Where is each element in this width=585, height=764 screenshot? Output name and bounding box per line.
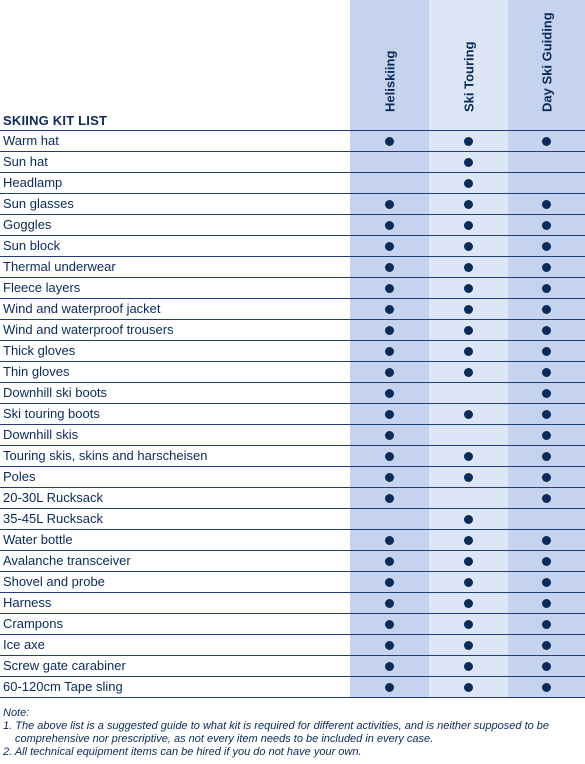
table-row <box>0 382 585 403</box>
kit-item-label: Thermal underwear <box>3 259 116 274</box>
table-cell <box>350 488 429 508</box>
kit-item-label: Screw gate carabiner <box>3 658 126 673</box>
bullet-dot-icon <box>464 284 473 293</box>
kit-item-label: Wind and waterproof jacket <box>3 301 161 316</box>
bullet-dot-icon <box>385 200 394 209</box>
bullet-dot-icon <box>464 179 473 188</box>
table-row <box>0 214 585 235</box>
table-cell <box>350 383 429 403</box>
kit-item-label: Warm hat <box>3 133 59 148</box>
table-cell <box>508 656 585 676</box>
bullet-dot-icon <box>464 683 473 692</box>
table-cell <box>429 551 508 571</box>
kit-item-label: 35-45L Rucksack <box>3 511 103 526</box>
bullet-dot-icon <box>464 662 473 671</box>
bullet-dot-icon <box>542 263 551 272</box>
table-cell <box>508 194 585 214</box>
table-cell <box>429 656 508 676</box>
bullet-dot-icon <box>464 536 473 545</box>
bullet-dot-icon <box>385 410 394 419</box>
kit-item-label: 60-120cm Tape sling <box>3 679 123 694</box>
bullet-dot-icon <box>464 263 473 272</box>
table-cell <box>350 446 429 466</box>
bullet-dot-icon <box>542 221 551 230</box>
bullet-dot-icon <box>464 557 473 566</box>
kit-item-label: Water bottle <box>3 532 73 547</box>
note-2: 2. All technical equipment items can be hired if you do not have your own. <box>3 746 362 758</box>
bullet-dot-icon <box>464 452 473 461</box>
bullet-dot-icon <box>542 473 551 482</box>
kit-item-label: Headlamp <box>3 175 63 190</box>
table-cell <box>429 341 508 361</box>
bullet-dot-icon <box>542 494 551 503</box>
table-cell <box>508 551 585 571</box>
kit-item-label: Sun hat <box>3 154 48 169</box>
table-cell <box>429 572 508 592</box>
table-row <box>0 571 585 592</box>
table-cell <box>508 509 585 529</box>
bullet-dot-icon <box>385 473 394 482</box>
table-cell <box>350 572 429 592</box>
bullet-dot-icon <box>464 305 473 314</box>
kit-item-label: Crampons <box>3 616 63 631</box>
kit-item-label: Goggles <box>3 217 52 232</box>
table-cell <box>350 173 429 193</box>
bullet-dot-icon <box>542 410 551 419</box>
bullet-dot-icon <box>542 347 551 356</box>
table-cell <box>508 425 585 445</box>
table-cell <box>508 278 585 298</box>
table-row <box>0 256 585 277</box>
bullet-dot-icon <box>385 137 394 146</box>
table-row <box>0 277 585 298</box>
bullet-dot-icon <box>464 158 473 167</box>
kit-item-label: Ski touring boots <box>3 406 100 421</box>
table-cell <box>508 236 585 256</box>
bullet-dot-icon <box>542 599 551 608</box>
table-cell <box>350 530 429 550</box>
bullet-dot-icon <box>542 284 551 293</box>
table-cell <box>350 656 429 676</box>
table-row <box>0 298 585 319</box>
bullet-dot-icon <box>542 137 551 146</box>
bullet-dot-icon <box>385 263 394 272</box>
bullet-dot-icon <box>542 431 551 440</box>
table-cell <box>350 152 429 172</box>
table-cell <box>508 635 585 655</box>
table-cell <box>429 362 508 382</box>
table-cell <box>508 215 585 235</box>
kit-item-label: Downhill ski boots <box>3 385 108 400</box>
bullet-dot-icon <box>385 452 394 461</box>
table-cell <box>508 614 585 634</box>
bullet-dot-icon <box>464 578 473 587</box>
table-cell <box>350 236 429 256</box>
table-cell <box>429 299 508 319</box>
bullet-dot-icon <box>464 515 473 524</box>
bullet-dot-icon <box>542 389 551 398</box>
bullet-dot-icon <box>385 326 394 335</box>
bullet-dot-icon <box>464 200 473 209</box>
table-cell <box>429 278 508 298</box>
table-row <box>0 151 585 172</box>
column-header-ski-touring <box>429 0 508 130</box>
table-row <box>0 508 585 529</box>
bullet-dot-icon <box>464 641 473 650</box>
table-cell <box>350 215 429 235</box>
bullet-dot-icon <box>385 431 394 440</box>
bullet-dot-icon <box>464 410 473 419</box>
table-cell <box>429 677 508 697</box>
table-row <box>0 424 585 445</box>
table-row <box>0 235 585 256</box>
table-row <box>0 403 585 424</box>
table-row <box>0 319 585 340</box>
bullet-dot-icon <box>542 683 551 692</box>
bullet-dot-icon <box>542 662 551 671</box>
table-row <box>0 466 585 487</box>
table-cell <box>429 257 508 277</box>
column-header-heliskiing <box>350 0 429 130</box>
kit-item-label: Sun glasses <box>3 196 74 211</box>
bullet-dot-icon <box>542 536 551 545</box>
kit-list-title: SKIING KIT LIST <box>3 113 108 128</box>
bullet-dot-icon <box>385 284 394 293</box>
kit-item-label: Avalanche transceiver <box>3 553 131 568</box>
table-cell <box>508 488 585 508</box>
bullet-dot-icon <box>385 242 394 251</box>
bullet-dot-icon <box>542 557 551 566</box>
bullet-dot-icon <box>542 368 551 377</box>
bullet-dot-icon <box>385 347 394 356</box>
kit-item-label: Thick gloves <box>3 343 76 358</box>
bullet-dot-icon <box>385 620 394 629</box>
table-cell <box>350 278 429 298</box>
table-cell <box>508 173 585 193</box>
kit-item-label: Wind and waterproof trousers <box>3 322 174 337</box>
table-cell <box>350 614 429 634</box>
bullet-dot-icon <box>385 305 394 314</box>
table-row <box>0 361 585 382</box>
bullet-dot-icon <box>385 662 394 671</box>
kit-item-label: Sun block <box>3 238 61 253</box>
table-cell <box>350 131 429 151</box>
kit-item-label: Fleece layers <box>3 280 81 295</box>
table-row <box>0 676 585 698</box>
table-cell <box>508 467 585 487</box>
table-cell <box>429 383 508 403</box>
bullet-dot-icon <box>464 347 473 356</box>
bullet-dot-icon <box>385 557 394 566</box>
table-row <box>0 445 585 466</box>
table-cell <box>429 635 508 655</box>
bullet-dot-icon <box>542 452 551 461</box>
bullet-dot-icon <box>385 578 394 587</box>
table-row <box>0 487 585 508</box>
table-cell <box>508 257 585 277</box>
bullet-dot-icon <box>464 620 473 629</box>
table-cell <box>350 425 429 445</box>
bullet-dot-icon <box>464 137 473 146</box>
table-cell <box>508 593 585 613</box>
table-row <box>0 130 585 151</box>
table-cell <box>429 614 508 634</box>
kit-item-label: Harness <box>3 595 52 610</box>
table-cell <box>429 131 508 151</box>
bullet-dot-icon <box>385 368 394 377</box>
table-cell <box>429 488 508 508</box>
table-cell <box>508 341 585 361</box>
bullet-dot-icon <box>542 620 551 629</box>
table-row <box>0 529 585 550</box>
table-cell <box>429 425 508 445</box>
table-row <box>0 172 585 193</box>
notes-heading: Note: <box>3 707 30 719</box>
bullet-dot-icon <box>464 242 473 251</box>
table-cell <box>429 173 508 193</box>
table-cell <box>350 257 429 277</box>
bullet-dot-icon <box>385 389 394 398</box>
kit-item-label: Shovel and probe <box>3 574 105 589</box>
table-row <box>0 340 585 361</box>
column-header-day-ski-guiding <box>508 0 585 130</box>
table-cell <box>350 320 429 340</box>
column-header-label: Ski Touring <box>461 41 476 112</box>
kit-item-label: Ice axe <box>3 637 45 652</box>
table-cell <box>508 404 585 424</box>
table-cell <box>508 446 585 466</box>
bullet-dot-icon <box>542 200 551 209</box>
table-cell <box>350 677 429 697</box>
table-cell <box>429 446 508 466</box>
table-cell <box>350 467 429 487</box>
table-cell <box>508 320 585 340</box>
table-cell <box>350 551 429 571</box>
table-cell <box>508 383 585 403</box>
bullet-dot-icon <box>385 221 394 230</box>
table-cell <box>350 194 429 214</box>
table-cell <box>429 530 508 550</box>
table-row <box>0 655 585 676</box>
bullet-dot-icon <box>542 578 551 587</box>
table-cell <box>350 341 429 361</box>
bullet-dot-icon <box>385 599 394 608</box>
table-cell <box>508 572 585 592</box>
table-cell <box>429 593 508 613</box>
kit-table <box>0 130 585 698</box>
note-1: 1. The above list is a suggested guide to what kit is required for different activities, and is neither supposed to be <box>3 720 550 732</box>
bullet-dot-icon <box>464 326 473 335</box>
table-cell <box>429 152 508 172</box>
table-cell <box>350 635 429 655</box>
table-cell <box>429 194 508 214</box>
bullet-dot-icon <box>542 326 551 335</box>
table-cell <box>350 362 429 382</box>
bullet-dot-icon <box>385 536 394 545</box>
bullet-dot-icon <box>542 242 551 251</box>
table-cell <box>429 404 508 424</box>
table-cell <box>429 215 508 235</box>
bullet-dot-icon <box>464 599 473 608</box>
kit-item-label: Poles <box>3 469 36 484</box>
table-cell <box>508 677 585 697</box>
column-header-label: Day Ski Guiding <box>539 12 554 112</box>
kit-item-label: 20-30L Rucksack <box>3 490 103 505</box>
table-cell <box>350 404 429 424</box>
table-cell <box>429 236 508 256</box>
bullet-dot-icon <box>385 494 394 503</box>
kit-item-label: Touring skis, skins and harscheisen <box>3 448 208 463</box>
table-cell <box>508 362 585 382</box>
table-cell <box>508 299 585 319</box>
table-cell <box>508 530 585 550</box>
note-1-continued: comprehensive nor prescriptive, as not every item needs to be included in every case. <box>15 733 434 745</box>
table-row <box>0 193 585 214</box>
notes <box>3 707 581 759</box>
table-cell <box>429 509 508 529</box>
kit-item-label: Thin gloves <box>3 364 70 379</box>
bullet-dot-icon <box>464 473 473 482</box>
table-header <box>0 0 585 130</box>
table-cell <box>350 299 429 319</box>
table-cell <box>429 467 508 487</box>
kit-item-label: Downhill skis <box>3 427 79 442</box>
table-cell <box>508 152 585 172</box>
column-header-label: Heliskiing <box>382 50 397 112</box>
bullet-dot-icon <box>542 305 551 314</box>
table-row <box>0 550 585 571</box>
table-cell <box>350 509 429 529</box>
table-row <box>0 634 585 655</box>
table-cell <box>429 320 508 340</box>
bullet-dot-icon <box>385 683 394 692</box>
bullet-dot-icon <box>542 641 551 650</box>
table-row <box>0 613 585 634</box>
table-cell <box>508 131 585 151</box>
bullet-dot-icon <box>464 221 473 230</box>
bullet-dot-icon <box>464 368 473 377</box>
bullet-dot-icon <box>385 641 394 650</box>
table-row <box>0 592 585 613</box>
table-cell <box>350 593 429 613</box>
